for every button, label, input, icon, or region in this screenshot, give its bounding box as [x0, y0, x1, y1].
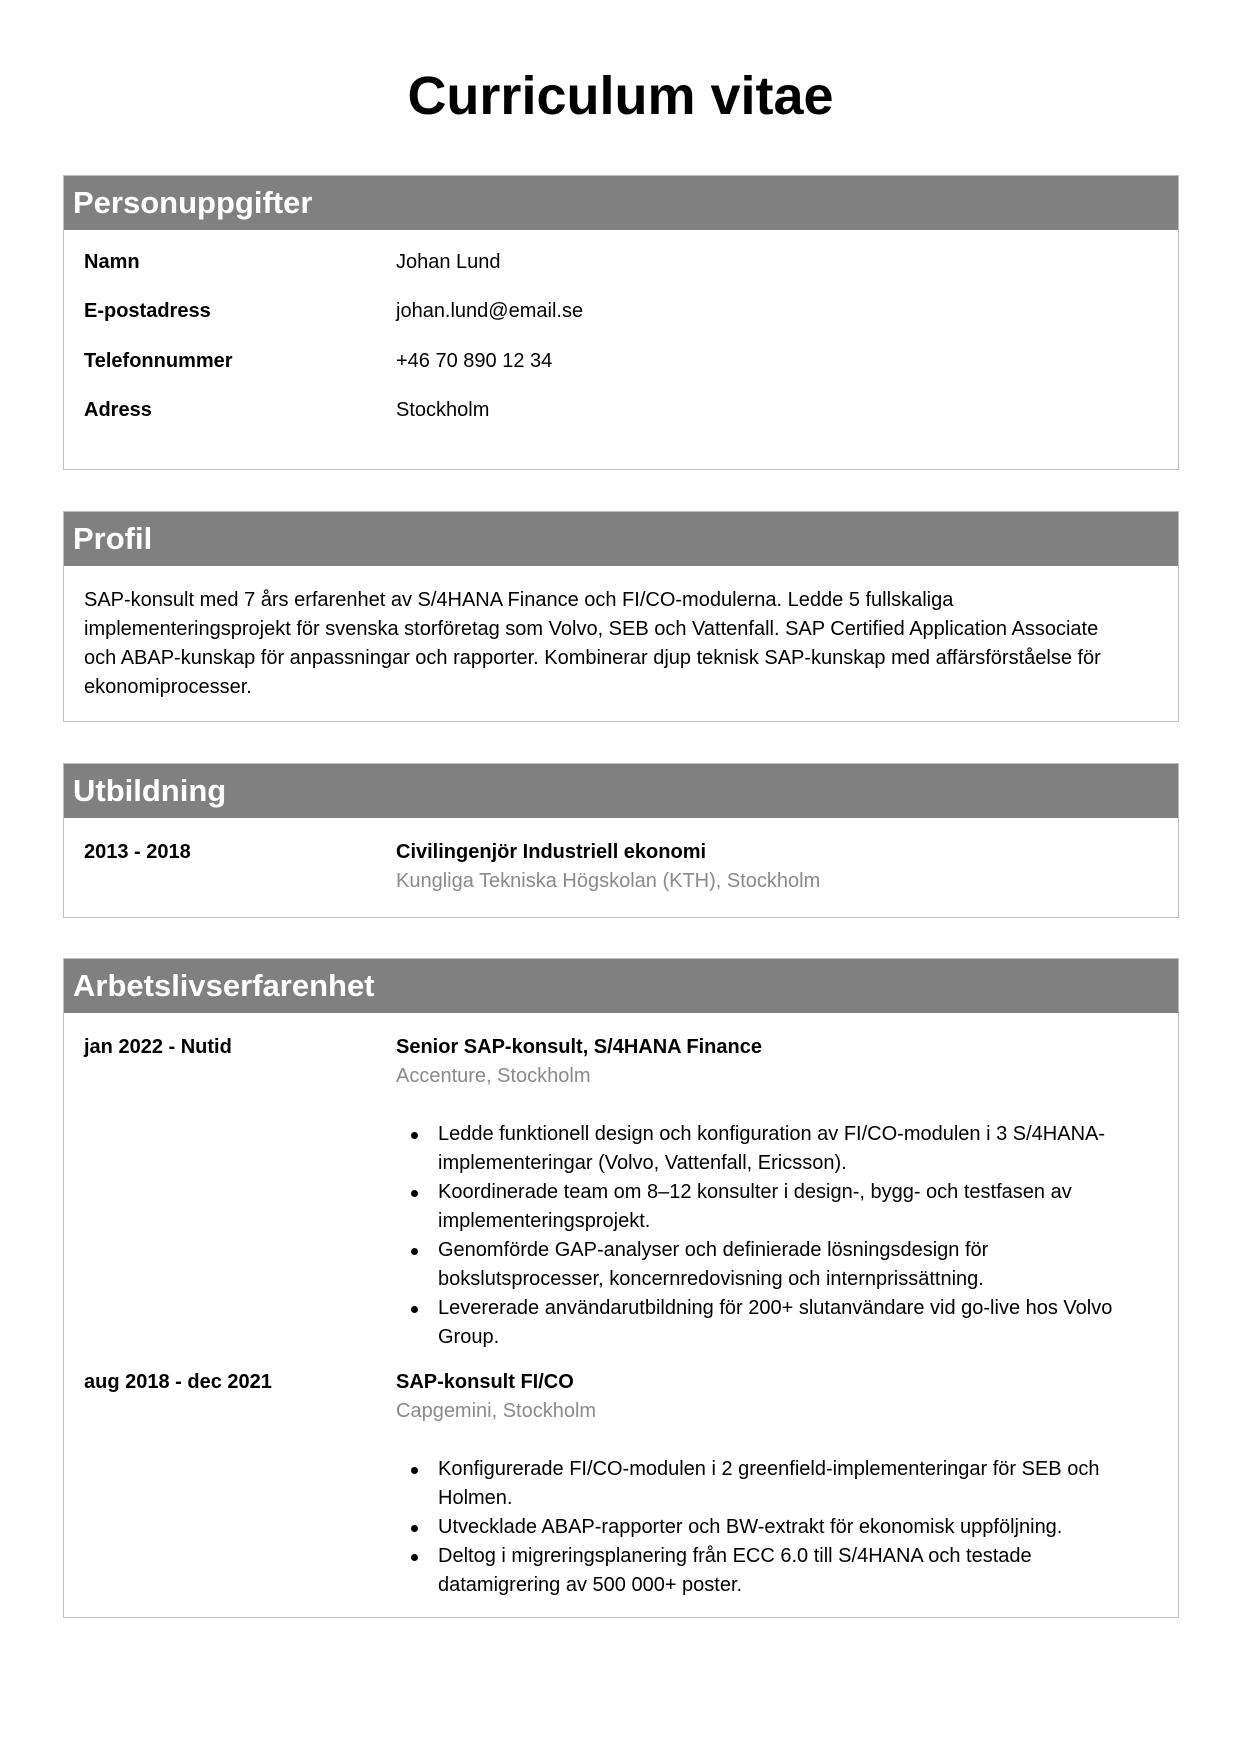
bullet-line: implementeringsprojekt. — [438, 1210, 651, 1232]
address-label: Adress — [84, 399, 152, 421]
profile-line: implementeringsprojekt för svenska storföretag som Volvo, SEB och Vattenfall. SAP Certified Application Associate — [84, 618, 1099, 640]
personal-section — [63, 175, 1179, 470]
phone-value: +46 70 890 12 34 — [396, 350, 553, 372]
profile-line: ekonomiprocesser. — [84, 676, 252, 698]
bullet-line: implementeringar (Volvo, Vattenfall, Ericsson). — [438, 1152, 847, 1174]
email-value: johan.lund@email.se — [396, 300, 584, 322]
experience-bullet — [396, 1120, 1158, 1178]
education-section-header: Utbildning — [64, 764, 1178, 818]
address-value: Stockholm — [396, 399, 490, 421]
profile-line: och ABAP-kunskap för anpassningar och rapporter. Kombinerar djup teknisk SAP-kunskap med affärsförståelse för — [84, 647, 1101, 669]
bullet-icon — [411, 1132, 418, 1139]
experience-title: Senior SAP-konsult, S/4HANA Finance — [396, 1036, 762, 1058]
phone-label: Telefonnummer — [84, 350, 233, 372]
experience-bullet-list — [396, 1455, 1158, 1600]
page-title: Curriculum vitae — [407, 66, 834, 126]
bullet-icon — [411, 1190, 418, 1197]
bullet-line: bokslutsprocesser, koncernredovisning och internprissättning. — [438, 1268, 984, 1290]
bullet-icon — [411, 1306, 418, 1313]
bullet-line: Koordinerade team om 8–12 konsulter i design-, bygg- och testfasen av — [438, 1181, 1072, 1203]
profile-section-header: Profil — [64, 512, 1178, 566]
bullet-icon — [411, 1467, 418, 1474]
experience-bullet — [396, 1542, 1158, 1600]
education-title: Civilingenjör Industriell ekonomi — [396, 841, 707, 863]
email-label: E-postadress — [84, 300, 211, 322]
experience-title: SAP-konsult FI/CO — [396, 1371, 574, 1393]
profile-section — [63, 511, 1179, 722]
bullet-line: Konfigurerade FI/CO-modulen i 2 greenfield-implementeringar för SEB och — [438, 1458, 1100, 1480]
experience-section — [63, 958, 1179, 1618]
bullet-icon — [411, 1248, 418, 1255]
bullet-line: Utvecklade ABAP-rapporter och BW-extrakt för ekonomisk uppföljning. — [438, 1516, 1063, 1538]
education-date: 2013 - 2018 — [84, 841, 191, 863]
experience-bullet — [396, 1236, 1158, 1294]
personal-section-header: Personuppgifter — [64, 176, 1178, 230]
bullet-line: Levererade användarutbildning för 200+ slutanvändare vid go-live hos Volvo — [438, 1297, 1113, 1319]
bullet-line: Group. — [438, 1326, 500, 1348]
education-section — [63, 763, 1179, 918]
experience-bullet — [396, 1294, 1158, 1352]
experience-section-header: Arbetslivserfarenhet — [64, 959, 1178, 1013]
bullet-line: datamigrering av 500 000+ poster. — [438, 1574, 743, 1596]
experience-bullet — [396, 1455, 1158, 1513]
bullet-line: Deltog i migreringsplanering från ECC 6.0 till S/4HANA och testade — [438, 1545, 1032, 1567]
experience-date: jan 2022 - Nutid — [84, 1036, 232, 1058]
bullet-line: Holmen. — [438, 1487, 513, 1509]
experience-company: Capgemini, Stockholm — [396, 1400, 597, 1422]
experience-company: Accenture, Stockholm — [396, 1065, 591, 1087]
bullet-icon — [411, 1525, 418, 1532]
profile-line: SAP-konsult med 7 års erfarenhet av S/4HANA Finance och FI/CO-modulerna. Ledde 5 fullskaliga — [84, 589, 954, 611]
experience-bullet-list — [396, 1120, 1158, 1352]
bullet-line: Ledde funktionell design och konfiguration av FI/CO-modulen i 3 S/4HANA- — [438, 1123, 1106, 1145]
education-school: Kungliga Tekniska Högskolan (KTH), Stockholm — [396, 870, 821, 892]
bullet-line: Genomförde GAP-analyser och definierade lösningsdesign för — [438, 1239, 989, 1261]
profile-text — [64, 566, 1178, 702]
experience-bullet — [396, 1513, 1158, 1542]
name-value: Johan Lund — [396, 251, 501, 273]
bullet-icon — [411, 1554, 418, 1561]
name-label: Namn — [84, 251, 140, 273]
experience-bullet — [396, 1178, 1158, 1236]
experience-date: aug 2018 - dec 2021 — [84, 1371, 272, 1393]
